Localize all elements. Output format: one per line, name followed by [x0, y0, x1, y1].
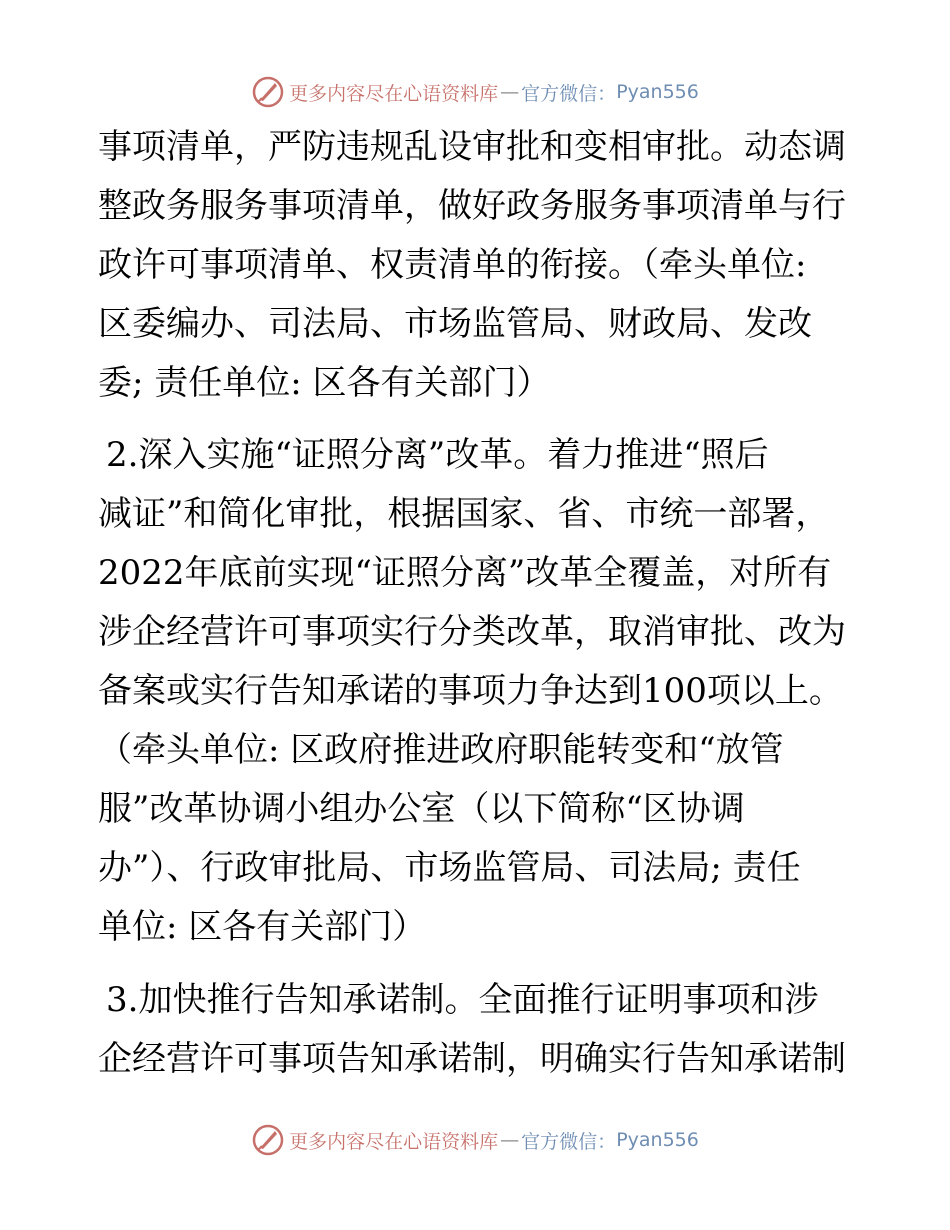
paragraph-3: [98, 971, 858, 1089]
text-line: 企经营许可事项告知承诺制，明确实行告知承诺制: [98, 1039, 846, 1079]
header-banner-wechat-label: 官方微信：: [521, 82, 617, 105]
text-line: 2.深入实施“证照分离”改革。着力推进“照后: [106, 435, 769, 475]
header-banner: [0, 72, 950, 112]
text-line: 事项清单，严防违规乱设审批和变相审批。动态调: [98, 127, 846, 167]
text-line: 政许可事项清单、权责清单的衔接。（牵头单位:: [98, 245, 807, 285]
text-line: 服”改革协调小组办公室（以下简称“区协调: [98, 789, 745, 829]
feather-pen-logo-icon: [251, 1123, 285, 1157]
footer-banner-wechat-id: Pyan556: [616, 1129, 699, 1151]
footer-banner: [0, 1120, 950, 1160]
text-line: 涉企经营许可事项实行分类改革，取消审批、改为: [98, 612, 846, 652]
footer-banner-text: 更多内容尽在心语资料库: [289, 1130, 499, 1153]
header-banner-wechat-id: Pyan556: [616, 81, 699, 103]
header-banner-separator: —: [500, 81, 520, 103]
text-line: 区委编办、司法局、市场监管局、财政局、发改: [98, 304, 812, 344]
header-banner-text: 更多内容尽在心语资料库: [289, 82, 499, 105]
text-line: 整政务服务事项清单，做好政务服务事项清单与行: [98, 186, 846, 226]
document-body: [98, 118, 858, 1089]
footer-banner-separator: —: [500, 1129, 520, 1151]
feather-pen-logo-icon: [251, 75, 285, 109]
text-line: 单位: 区各有关部门）: [98, 907, 427, 947]
text-line: 备案或实行告知承诺的事项力争达到100项以上。: [98, 671, 843, 711]
footer-banner-wechat-label: 官方微信：: [521, 1130, 617, 1153]
text-line: 2022年底前实现“证照分离”改革全覆盖，对所有: [98, 553, 832, 593]
text-line: 办”）、行政审批局、市场监管局、司法局; 责任: [98, 848, 801, 888]
paragraph-2: [98, 426, 858, 957]
text-line: 减证”和简化审批，根据国家、省、市统一部署，: [98, 494, 830, 534]
text-line: （牵头单位: 区政府推进政府职能转变和“放管: [98, 730, 784, 770]
paragraph-1: [98, 118, 858, 413]
text-line: 3.加快推行告知承诺制。全面推行证明事项和涉: [106, 980, 819, 1020]
text-line: 委; 责任单位: 区各有关部门）: [98, 363, 551, 403]
